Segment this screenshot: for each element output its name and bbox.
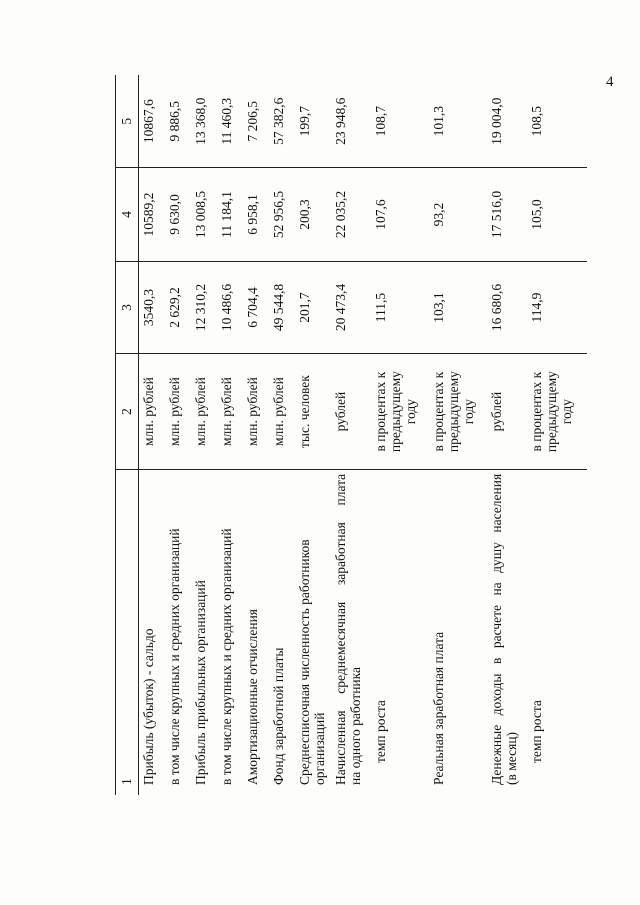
value-col-4: 107,6	[371, 168, 429, 261]
value-col-4: 6 958,1	[243, 168, 269, 261]
value-col-3: 20 473,4	[331, 261, 371, 354]
col-header-3: 3	[116, 261, 139, 354]
table-row	[139, 75, 165, 795]
row-label	[487, 469, 527, 795]
row-label: в том числе крупных и средних организаций	[218, 528, 234, 785]
row-label: Реальная заработная плата	[430, 631, 446, 785]
row-label: в том числе крупных и средних организаций	[166, 528, 182, 785]
value-col-3: 10 486,6	[217, 261, 243, 354]
col-header-1: 1	[116, 469, 139, 795]
row-label: Среднесписочная численность работников организаций	[296, 539, 327, 785]
value-col-5: 108,7	[371, 75, 429, 168]
row-unit: в процентах к предыдущему году	[527, 354, 587, 469]
value-col-3: 111,5	[371, 261, 429, 354]
value-col-3: 16 680,6	[487, 261, 527, 354]
table-row	[165, 75, 191, 795]
row-unit: тыс. человек	[295, 354, 331, 469]
row-unit: млн. рублей	[191, 354, 217, 469]
header-row	[116, 75, 139, 795]
row-unit: млн. рублей	[139, 354, 165, 469]
row-label: Фонд заработной платы	[270, 647, 286, 785]
value-col-5: 23 948,6	[331, 75, 371, 168]
row-unit: млн. рублей	[269, 354, 295, 469]
row-label-line-2: на одного работника	[347, 667, 363, 785]
row-unit: в процентах к предыдущему году	[371, 354, 429, 469]
value-col-5: 199,7	[295, 75, 331, 168]
value-col-5: 57 382,6	[269, 75, 295, 168]
value-col-4: 93,2	[429, 168, 487, 261]
value-col-5: 11 460,3	[217, 75, 243, 168]
value-col-4: 17 516,0	[487, 168, 527, 261]
table-row	[527, 75, 587, 795]
table-row	[487, 75, 527, 795]
value-col-3: 2 629,2	[165, 261, 191, 354]
value-col-5: 108,5	[527, 75, 587, 168]
row-unit: млн. рублей	[165, 354, 191, 469]
value-col-5: 101,3	[429, 75, 487, 168]
row-unit: млн. рублей	[243, 354, 269, 469]
value-col-4: 22 035,2	[331, 168, 371, 261]
table-row	[217, 75, 243, 795]
value-col-4: 11 184,1	[217, 168, 243, 261]
row-label: темп роста	[528, 700, 544, 763]
value-col-4: 10589,2	[139, 168, 165, 261]
table-row	[371, 75, 429, 795]
value-col-4: 105,0	[527, 168, 587, 261]
value-col-3: 103,1	[429, 261, 487, 354]
row-label-line-2: (в месяц)	[503, 731, 519, 785]
row-label-line-1: Начисленная среднемесячная заработная плата	[332, 473, 348, 785]
table-row	[191, 75, 217, 795]
statistics-table	[115, 75, 587, 795]
row-label	[331, 469, 371, 795]
value-col-5: 9 886,5	[165, 75, 191, 168]
row-label: темп роста	[372, 700, 388, 763]
statistics-table-rotated	[115, 75, 625, 795]
value-col-3: 6 704,4	[243, 261, 269, 354]
col-header-4: 4	[116, 168, 139, 261]
row-label: Прибыль прибыльных организаций	[192, 580, 208, 785]
value-col-5: 10867,6	[139, 75, 165, 168]
value-col-4: 200,3	[295, 168, 331, 261]
value-col-5: 13 368,0	[191, 75, 217, 168]
row-label-line-1: Денежные доходы в расчете на душу населения	[488, 473, 504, 785]
row-unit: рублей	[487, 354, 527, 469]
table-row	[295, 75, 331, 795]
table-row	[331, 75, 371, 795]
row-unit: рублей	[331, 354, 371, 469]
row-unit: в процентах к предыдущему году	[429, 354, 487, 469]
col-header-5: 5	[116, 75, 139, 168]
value-col-3: 49 544,8	[269, 261, 295, 354]
value-col-5: 7 206,5	[243, 75, 269, 168]
value-col-4: 13 008,5	[191, 168, 217, 261]
value-col-3: 3540,3	[139, 261, 165, 354]
row-unit: млн. рублей	[217, 354, 243, 469]
table-row	[269, 75, 295, 795]
value-col-3: 201,7	[295, 261, 331, 354]
table-row	[429, 75, 487, 795]
value-col-3: 114,9	[527, 261, 587, 354]
value-col-4: 9 630,0	[165, 168, 191, 261]
table-row	[243, 75, 269, 795]
row-label: Амортизационные отчисления	[244, 608, 260, 785]
col-header-2: 2	[116, 354, 139, 469]
value-col-5: 19 004,0	[487, 75, 527, 168]
value-col-3: 12 310,2	[191, 261, 217, 354]
row-label: Прибыль (убыток) - сальдо	[141, 628, 156, 785]
value-col-4: 52 956,5	[269, 168, 295, 261]
page-number: 4	[606, 74, 614, 90]
